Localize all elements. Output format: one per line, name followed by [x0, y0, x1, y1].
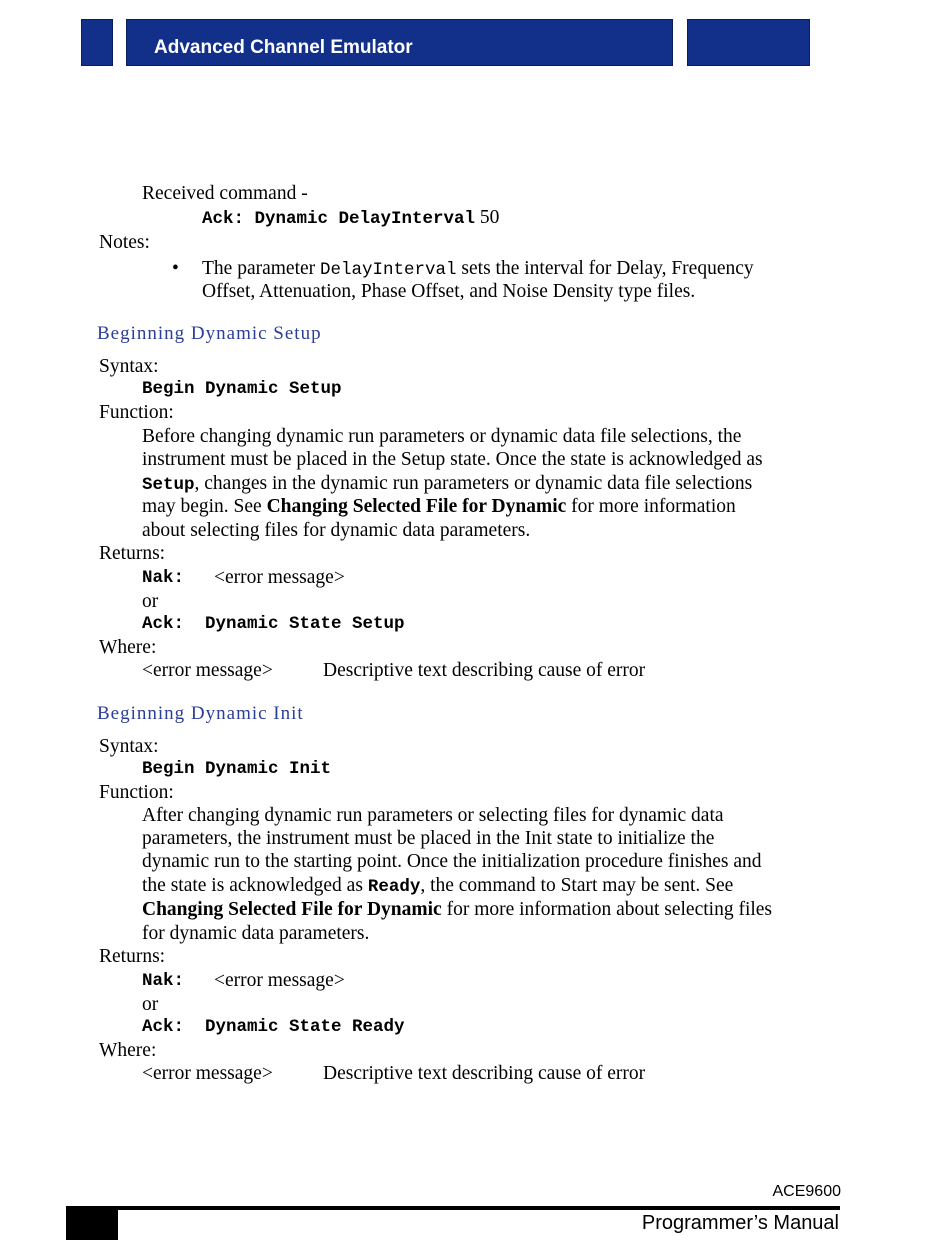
setup-state-code: Setup: [142, 475, 195, 495]
init-function-line-1: After changing dynamic run parameters or selecting files for dynamic data: [142, 805, 724, 826]
setup-function-line-4: [142, 495, 736, 519]
init-function-line-4: [142, 874, 733, 900]
section-heading-init: Beginning Dynamic Init: [97, 703, 304, 724]
init-or: or: [142, 994, 159, 1015]
setup-where-term: <error message>: [142, 660, 273, 681]
header-left-block: [81, 19, 113, 66]
init-returns-label: Returns:: [99, 946, 166, 967]
note-code: DelayInterval: [320, 260, 457, 280]
init-xref: Changing Selected File for Dynamic: [142, 899, 442, 920]
received-ack-command: Ack: Dynamic DelayInterval: [202, 209, 476, 229]
init-nak: Nak:: [142, 971, 185, 991]
notes-label: Notes:: [99, 232, 150, 253]
init-where-label: Where:: [99, 1040, 157, 1061]
setup-nak: Nak:: [142, 568, 185, 588]
init-where-term: <error message>: [142, 1063, 273, 1084]
init-ack: Ack: Dynamic State Ready: [142, 1017, 405, 1037]
setup-function-line-1: Before changing dynamic run parameters or dynamic data file selections, the: [142, 426, 742, 447]
init-line-4-pre: the state is acknowledged as: [142, 875, 368, 896]
note-pre: The parameter: [202, 258, 321, 279]
setup-function-line-2: instrument must be placed in the Setup state. Once the state is acknowledged as: [142, 449, 763, 470]
init-function-line-5: [142, 898, 772, 922]
footer-page-block: [66, 1206, 118, 1240]
footer-rule: [66, 1206, 840, 1210]
setup-function-label: Function:: [99, 402, 174, 423]
init-ready-code: Ready: [367, 877, 421, 897]
init-syntax: Begin Dynamic Init: [142, 759, 332, 779]
init-function-line-6: for dynamic data parameters.: [142, 923, 370, 944]
setup-xref: Changing Selected File for Dynamic: [266, 496, 567, 517]
header-title-bar: [126, 19, 673, 66]
section-heading-setup: Beginning Dynamic Setup: [97, 323, 322, 344]
init-function-line-3: dynamic run to the starting point. Once the initialization procedure finishes and: [142, 851, 762, 872]
init-xref-post: for more information about selecting files: [441, 899, 773, 920]
footer-manual-title: Programmer’s Manual: [641, 1212, 839, 1234]
setup-where-description: Descriptive text describing cause of error: [323, 660, 646, 681]
header-title: Advanced Channel Emulator: [154, 37, 413, 58]
note-post: sets the interval for Delay, Frequency: [456, 258, 754, 279]
header-right-block: [687, 19, 810, 66]
received-ack-value: 50: [479, 207, 500, 228]
setup-function-line-3-text: , changes in the dynamic run parameters or dynamic data file selections: [194, 473, 753, 494]
setup-see-text: may begin. See: [142, 496, 267, 517]
setup-function-line-3: [142, 472, 752, 498]
init-where-description: Descriptive text describing cause of error: [323, 1063, 646, 1084]
setup-function-line-5: about selecting files for dynamic data parameters.: [142, 520, 531, 541]
bullet-icon: •: [172, 258, 179, 279]
init-nak-message: <error message>: [214, 970, 345, 991]
init-syntax-label: Syntax:: [99, 736, 159, 757]
received-command-label: Received command -: [142, 183, 308, 204]
setup-where-label: Where:: [99, 637, 157, 658]
note-line-1: [202, 257, 754, 283]
setup-returns-label: Returns:: [99, 543, 166, 564]
note-line-2: Offset, Attenuation, Phase Offset, and Noise Density type files.: [202, 281, 696, 302]
setup-nak-message: <error message>: [214, 567, 345, 588]
init-function-line-2: parameters, the instrument must be placed in the Init state to initialize the: [142, 828, 715, 849]
footer-model: ACE9600: [772, 1183, 841, 1200]
setup-syntax: Begin Dynamic Setup: [142, 379, 342, 399]
setup-xref-post: for more information: [566, 496, 736, 517]
setup-ack: Ack: Dynamic State Setup: [142, 614, 405, 634]
setup-syntax-label: Syntax:: [99, 356, 159, 377]
received-ack-line: [202, 206, 499, 232]
init-line-4-post: , the command to Start may be sent. See: [420, 875, 734, 896]
setup-or: or: [142, 591, 159, 612]
init-function-label: Function:: [99, 782, 174, 803]
